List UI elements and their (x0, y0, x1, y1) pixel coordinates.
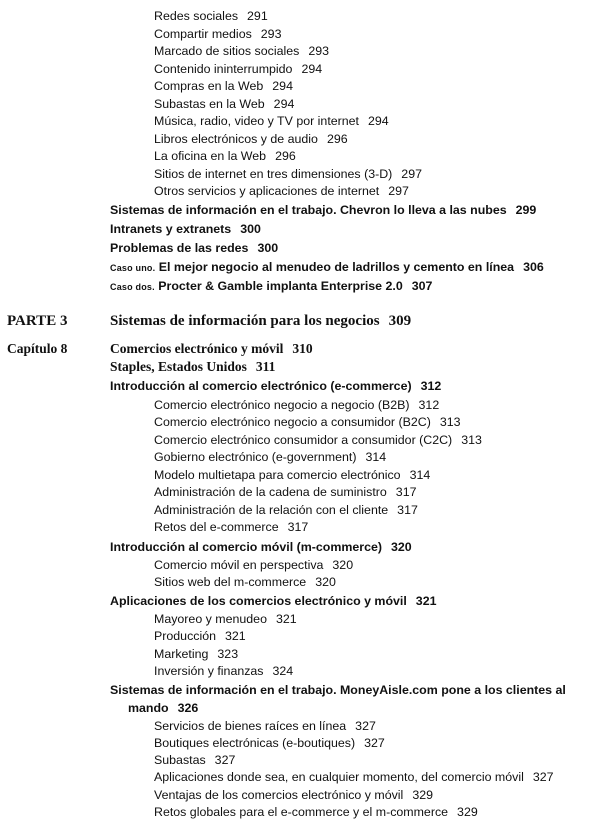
toc-section (110, 240, 278, 256)
entry-text: Aplicaciones donde sea, en cualquier momento, del comercio móvil (154, 770, 524, 784)
entry-page: 321 (225, 629, 246, 643)
toc-case (110, 278, 432, 295)
toc-entry (154, 96, 294, 112)
entry-text: Gobierno electrónico (e-government) (154, 450, 357, 464)
part-title-text: Sistemas de información para los negocios (110, 313, 380, 329)
case-text: El mejor negocio al menudeo de ladrillos y cemento en línea (158, 260, 515, 274)
toc-entry (154, 166, 422, 182)
toc-entry (154, 502, 418, 518)
toc-entry (154, 484, 416, 500)
section-page: 321 (415, 594, 437, 608)
section-text: Introducción al comercio móvil (m-commerce) (110, 540, 382, 554)
entry-text: Sitios web del m-commerce (154, 575, 307, 589)
entry-text: La oficina en la Web (154, 149, 267, 163)
section-text: Intranets y extranets (110, 222, 232, 236)
chapter-subtitle (110, 359, 275, 375)
toc-entry (154, 787, 433, 803)
entry-page: 329 (412, 788, 433, 802)
entry-text: Sitios de internet en tres dimensiones (3-D) (154, 167, 393, 181)
chapter-title-text: Comercios electrónico y móvil (110, 341, 284, 356)
entry-page: 314 (409, 468, 431, 482)
entry-text: Retos globales para el e-commerce y el m-commerce (154, 805, 449, 819)
entry-page: 293 (308, 44, 329, 58)
toc-entry (154, 78, 293, 94)
entry-page: 296 (275, 149, 296, 163)
toc-section-continuation (128, 700, 198, 716)
entry-page: 297 (388, 184, 409, 198)
entry-text: Retos del e-commerce (154, 520, 279, 534)
toc-entry (154, 557, 353, 573)
entry-page: 297 (401, 167, 422, 181)
entry-page: 291 (247, 9, 268, 23)
toc-entry (154, 769, 554, 785)
toc-entry (154, 752, 235, 768)
entry-page: 320 (315, 575, 336, 589)
case-text: Procter & Gamble implanta Enterprise 2.0 (158, 279, 403, 293)
toc-entry (154, 628, 246, 644)
toc-section (110, 593, 436, 609)
entry-page: 317 (397, 503, 418, 517)
entry-text: Subastas (154, 753, 206, 767)
entry-page: 323 (217, 647, 239, 661)
entry-page: 327 (355, 719, 376, 733)
entry-page: 327 (214, 753, 236, 767)
entry-page: 312 (418, 398, 440, 412)
toc-section (110, 539, 412, 555)
case-page: 307 (411, 279, 433, 293)
section-text: Problemas de las redes (110, 241, 249, 255)
section-page: 300 (257, 241, 279, 255)
entry-text: Música, radio, video y TV por internet (154, 114, 360, 128)
toc-entry (154, 804, 478, 820)
entry-page: 329 (457, 805, 478, 819)
entry-text: Marketing (154, 647, 209, 661)
toc-entry (154, 663, 293, 679)
toc-entry (154, 432, 482, 448)
section-page: 299 (515, 203, 537, 217)
entry-text: Compartir medios (154, 27, 252, 41)
entry-page: 294 (272, 79, 293, 93)
entry-text: Inversión y finanzas (154, 664, 264, 678)
toc-entry (154, 718, 376, 734)
entry-page: 313 (439, 415, 461, 429)
section-page: 320 (390, 540, 412, 554)
toc-section (110, 202, 536, 218)
entry-text: Mayoreo y menudeo (154, 612, 267, 626)
toc-entry (154, 519, 308, 535)
part-page: 309 (388, 313, 412, 329)
entry-page: 296 (326, 132, 348, 146)
toc-entry (154, 449, 386, 465)
case-page: 306 (523, 260, 544, 274)
case-label: Caso dos. (110, 282, 155, 292)
toc-entry (154, 735, 385, 751)
entry-text: Ventajas de los comercios electrónico y móvil (154, 788, 404, 802)
entry-page: 293 (260, 27, 282, 41)
entry-page: 313 (461, 433, 482, 447)
toc-section: Sistemas de información en el trabajo. MoneyAisle.com pone a los clientes al (110, 683, 566, 697)
entry-text: Comercio móvil en perspectiva (154, 558, 324, 572)
entry-text: Comercio electrónico consumidor a consumidor (C2C) (154, 433, 453, 447)
section-text: Sistemas de información en el trabajo. Chevron lo lleva a las nubes (110, 203, 507, 217)
entry-text: Administración de la cadena de suministro (154, 485, 387, 499)
entry-page: 320 (332, 558, 354, 572)
entry-text: Comercio electrónico negocio a consumidor (B2C) (154, 415, 431, 429)
section-page: 300 (240, 222, 261, 236)
entry-text: Subastas en la Web (154, 97, 265, 111)
entry-page: 327 (532, 770, 554, 784)
chapter-label: Capítulo 8 (7, 341, 68, 356)
entry-text: Modelo multietapa para comercio electrónico (154, 468, 401, 482)
chapter-page: 310 (292, 341, 313, 356)
entry-page: 317 (395, 485, 417, 499)
toc-section (110, 221, 261, 237)
entry-page: 324 (272, 664, 294, 678)
section-page: 312 (420, 379, 442, 393)
entry-page: 294 (368, 114, 389, 128)
toc-entry (154, 574, 336, 590)
entry-page: 327 (364, 736, 385, 750)
entry-text: Servicios de bienes raíces en línea (154, 719, 347, 733)
toc-entry (154, 183, 409, 199)
toc-case (110, 259, 544, 276)
toc-entry (154, 414, 461, 430)
toc-entry (154, 131, 348, 147)
toc-entry (154, 611, 297, 627)
section-text: Introducción al comercio electrónico (e-commerce) (110, 379, 412, 393)
toc-entry (154, 646, 238, 662)
part-label: PARTE 3 (7, 313, 68, 329)
part-title (110, 313, 411, 329)
toc-entry (154, 8, 268, 24)
entry-text: Producción (154, 629, 216, 643)
entry-page: 314 (365, 450, 387, 464)
entry-page: 317 (287, 520, 309, 534)
entry-text: Contenido ininterrumpido (154, 62, 293, 76)
section-text: Aplicaciones de los comercios electrónico y móvil (110, 594, 407, 608)
toc-entry (154, 148, 296, 164)
entry-page: 294 (301, 62, 323, 76)
toc-entry (154, 397, 439, 413)
toc-entry (154, 43, 329, 59)
entry-text: Otros servicios y aplicaciones de internet (154, 184, 380, 198)
entry-text: Comercio electrónico negocio a negocio (B2B) (154, 398, 410, 412)
toc-entry (154, 467, 430, 483)
entry-text: Libros electrónicos y de audio (154, 132, 318, 146)
entry-page: 294 (273, 97, 295, 111)
entry-text: Boutiques electrónicas (e-boutiques) (154, 736, 356, 750)
section-text: mando (128, 701, 169, 715)
toc-entry (154, 113, 389, 129)
chapter-subtitle-page: 311 (255, 359, 276, 374)
chapter-title (110, 341, 313, 357)
entry-text: Compras en la Web (154, 79, 264, 93)
entry-page: 321 (275, 612, 297, 626)
section-page: 326 (177, 701, 199, 715)
case-label: Caso uno. (110, 263, 156, 273)
entry-text: Marcado de sitios sociales (154, 44, 300, 58)
entry-text: Redes sociales (154, 9, 239, 23)
toc-section (110, 378, 441, 394)
chapter-subtitle-text: Staples, Estados Unidos (110, 359, 247, 374)
entry-text: Administración de la relación con el cliente (154, 503, 389, 517)
toc-entry (154, 26, 281, 42)
toc-entry (154, 61, 322, 77)
